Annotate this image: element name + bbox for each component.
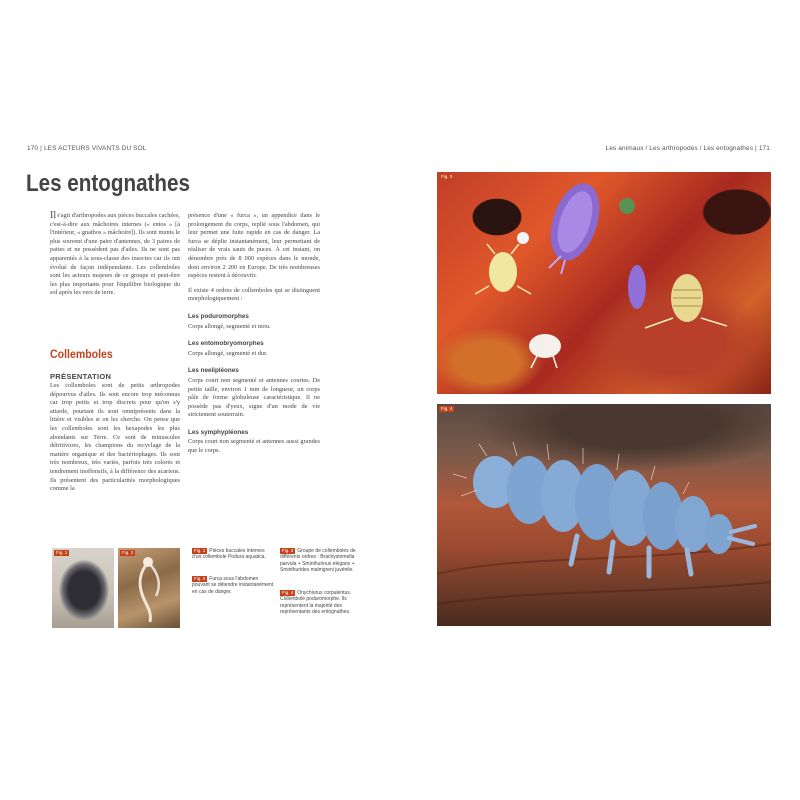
section-text: Les collemboles sont de petits arthropodes dépourvus d'ailes. Ils sont encore trop méconnus car trop petits et trop discrets pour qu'on s'y attarde, pourtant ils sont omniprésents dans la litière et visibles si on les cherche. On pense que les collemboles sont les hexapodes les plus abondants sur Terre. Ce sont de minuscules détritivores, les champions du recyclage de la matière organique et des bactériophages. Ils sont très nombreux, très variés, parfois très colorés et tendrement inoffensifs, à la différence des acariens. Ils présentent des particularités morphologiques comme la [50,382,180,493]
order-item [188,340,320,358]
purple-collembola [542,177,609,274]
caption-text: Pièces buccales internes d'un collembole Podura aquatica. [192,548,266,561]
photo-onychiurus [437,404,771,626]
figure-tag: Fig. 1 [56,550,68,555]
collembola-group-illustration [437,172,771,394]
caption-text: Furca sous l'abdomen pouvant se détendre instantanément en cas de danger. [192,576,274,595]
caption-tag: Fig. 3 [282,548,294,553]
order-name: Les neelipléones [188,367,239,375]
caption [192,548,274,561]
running-head-right: Les animaux / Les arthropodes / Les entognathes | 171 [605,145,770,152]
page-number-left: 170 [27,145,39,152]
section-heading: Collemboles [50,347,113,361]
order-desc: Corps allongé, segmenté et dur. [188,349,268,357]
order-item [188,429,320,456]
order-desc: Corps court non segmenté et antennes aussi grandes que le corps. [188,438,320,455]
caption-text: Groupe de collemboles de différents ordres : Brachystomella parvula + Sminthurinus elegans + Sminthurides malmgreni juvénile. [280,548,356,574]
photo-furca [118,548,180,628]
intro-column [50,212,180,298]
caption [280,548,372,574]
figure-tag: Fig. 4 [441,406,453,411]
order-name: Les entomobryomorphes [188,340,264,348]
caption-text: Onychiurus corpulentus. Collembole poduromorphe. Ils représentent la majorité des représentants des entognathes. [280,590,352,616]
order-name: Les symphypléones [188,428,249,436]
photo-collembola-group [437,172,771,394]
order-desc: Corps allongé, segmenté et mou. [188,322,271,330]
order-name: Les poduromorphes [188,312,249,320]
caption-tag: Fig. 2 [194,576,206,581]
yellow-collembola [475,244,531,294]
order-item [188,313,320,331]
caption-tag: Fig. 1 [194,548,206,553]
dropcap: Il [50,210,57,221]
photo-mouthparts [52,548,114,628]
page-number-right: 171 [758,145,770,152]
section-label: LES ACTEURS VIVANTS DU SOL [43,145,147,152]
caption [280,590,372,616]
page-title: Les entognathes [26,170,191,197]
col2-intro2: Il existe 4 ordres de collemboles qui se distinguent morphologiquement : [188,286,320,303]
col2-intro: présence d'une « furca », un appendice dans le prolongement du corps, replié sous l'abdomen, qui leur permet une fuite rapide en cas de danger. La furca se déplie instantanément, leur permettant de réaliser de vrais sauts de puces. À cet instant, on dénombre près de 8 000 espèces dans le monde, dont environ 2 200 en Europe. De très nombreuses espèces restent à découvrir. [188,212,320,280]
caption [192,576,274,595]
section-subheading: PRÉSENTATION [50,372,112,381]
white-collembola [529,334,561,368]
running-head-left: 170 | LES ACTEURS VIVANTS DU SOL [27,145,147,152]
furca-drawing [118,548,180,628]
breadcrumb: Les animaux / Les arthropodes / Les entognathes [605,145,754,152]
onychiurus-illustration [437,404,771,626]
figure-tag: Fig. 3 [441,174,453,179]
order-desc: Corps court non segmenté et antennes courtes. De petite taille, environ 1 mm de longueur, un corps pâle de forme globuleuse caractéristique. Il ne possède pas d'yeux, signe d'un mode de vie strictement souterrain. [188,376,320,419]
second-column [188,212,320,456]
figure-tag: Fig. 2 [122,550,134,555]
order-item [188,367,320,420]
striped-collembola [645,274,727,328]
intro-text: s'agit d'arthropodes aux pièces buccales cachées, c'est-à-dire aux mâchoires internes (« entos » [à l'intérieur, « gnathos » mâchoire]). Ils sont munis le plus souvent d'une paire d'antennes, de 3 paires de pattes et ne possèdent pas d'ailes. Ils ne sont pas apparentés à la sous-classe des insectes car ils ont évolué de façon indépendante. Les collemboles sont les acteurs majeurs de ce groupe et peut-être les plus importants pour l'équilibre biologique du sol après les vers de terre. [50,212,180,297]
caption-tag: Fig. 4 [282,590,294,595]
